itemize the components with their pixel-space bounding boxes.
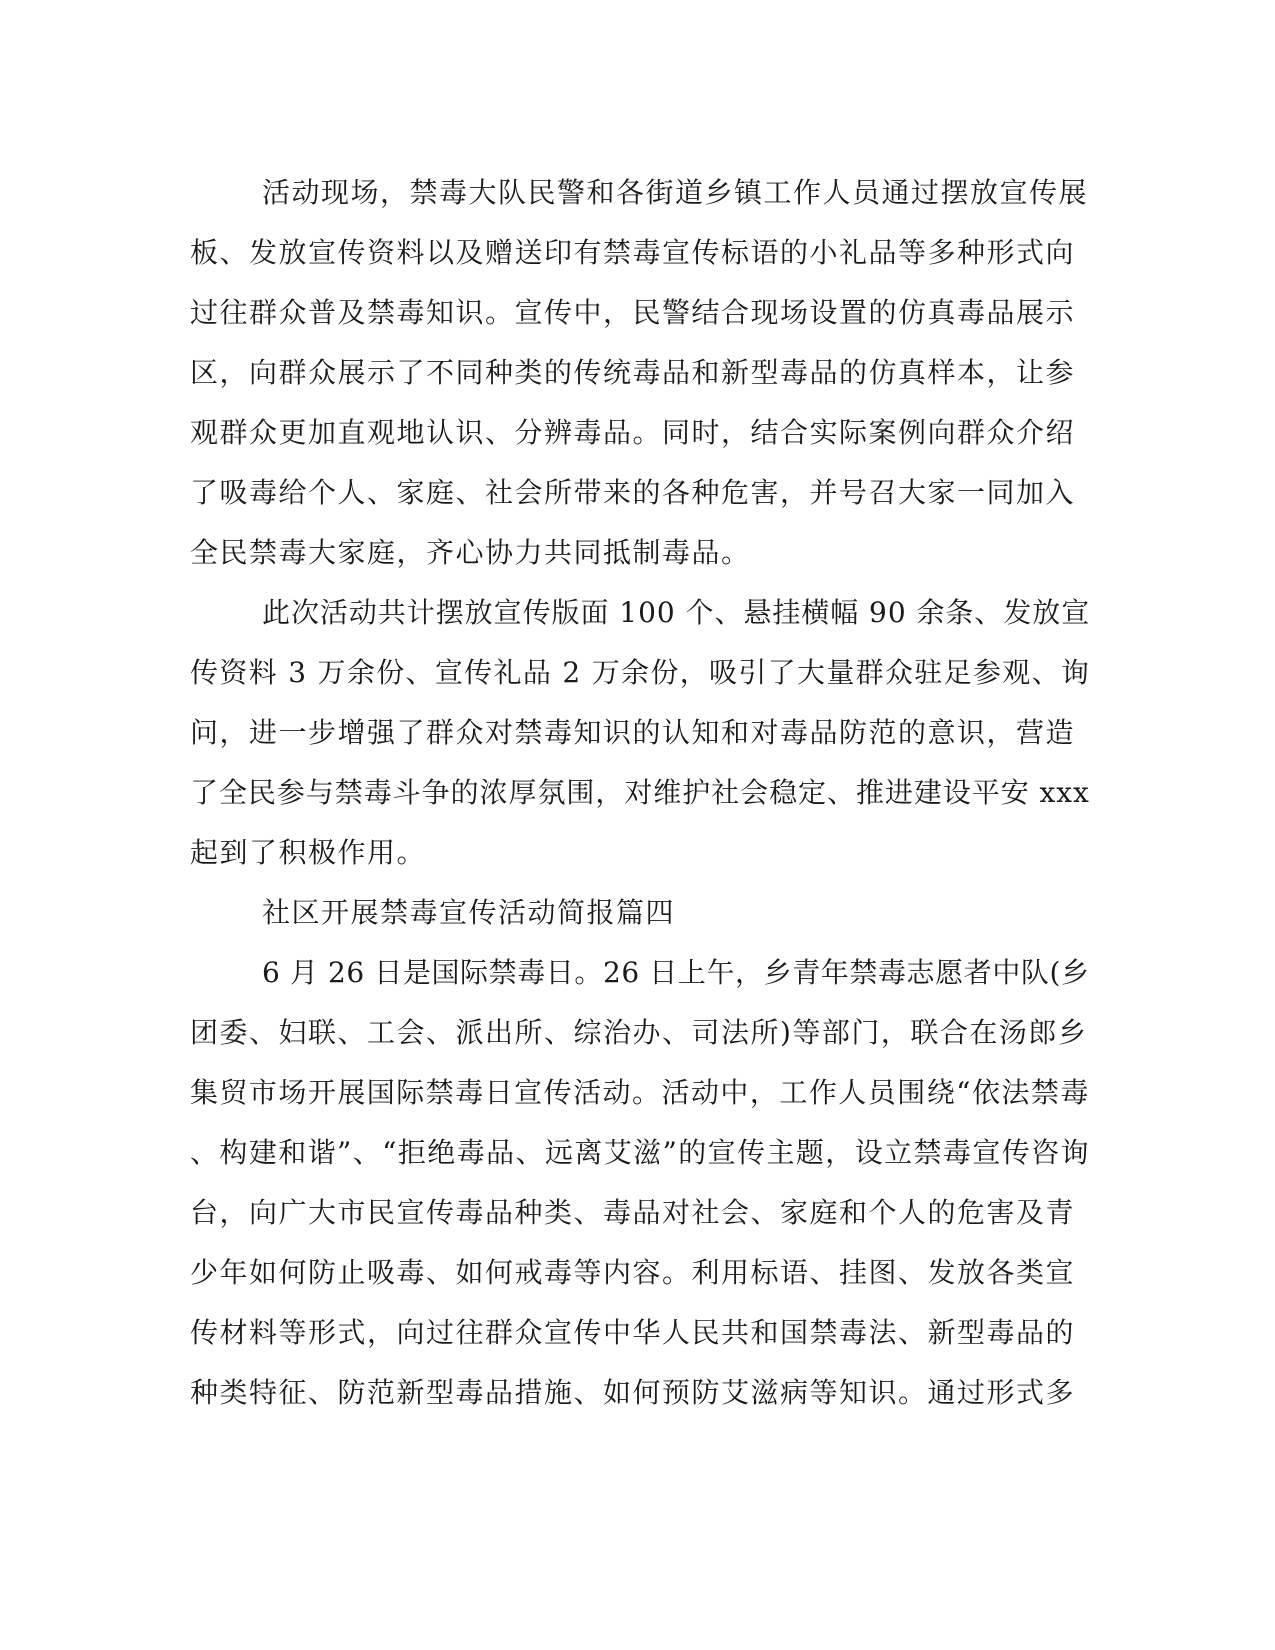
text-line: 少年如何防止吸毒、如何戒毒等内容。利用标语、挂图、发放各类宣 [190,1256,1076,1289]
text-line: 过往群众普及禁毒知识。宣传中，民警结合现场设置的仿真毒品展示 [190,296,1076,329]
text-line: 团委、妇联、工会、派出所、综治办、司法所)等部门，联合在汤郎乡 [190,1016,1088,1049]
text-line: 观群众更加直观地认识、分辨毒品。同时，结合实际案例向群众介绍 [190,416,1076,449]
body-text [190,163,1090,1423]
text-line: 传资料 3 万余份、宣传礼品 2 万余份，吸引了大量群众驻足参观、询 [190,656,1091,689]
text-line: 此次活动共计摆放宣传版面 100 个、悬挂横幅 90 余条、发放宣 [262,596,1091,629]
text-line: 、构建和谐”、“拒绝毒品、远离艾滋”的宣传主题，设立禁毒宣传咨询 [190,1136,1090,1169]
text-line: 问，进一步增强了群众对禁毒知识的认知和对毒品防范的意识，营造 [190,716,1076,749]
section-heading: 社区开展禁毒宣传活动简报篇四 [262,896,676,929]
text-line: 起到了积极作用。 [190,836,427,869]
text-line: 区，向群众展示了不同种类的传统毒品和新型毒品的仿真样本，让参 [190,356,1076,389]
text-line: 了吸毒给个人、家庭、社会所带来的各种危害，并号召大家一同加入 [190,476,1076,509]
text-line: 传材料等形式，向过往群众宣传中华人民共和国禁毒法、新型毒品的 [190,1316,1076,1349]
text-line: 板、发放宣传资料以及赠送印有禁毒宣传标语的小礼品等多种形式向 [190,236,1076,269]
text-line: 6 月 26 日是国际禁毒日。26 日上午，乡青年禁毒志愿者中队(乡 [262,956,1090,989]
text-line: 种类特征、防范新型毒品措施、如何预防艾滋病等知识。通过形式多 [190,1376,1076,1409]
text-line: 全民禁毒大家庭，齐心协力共同抵制毒品。 [190,536,751,569]
text-line: 了全民参与禁毒斗争的浓厚氛围，对维护社会稳定、推进建设平安 xxx [190,776,1090,809]
text-line: 集贸市场开展国际禁毒日宣传活动。活动中，工作人员围绕“依法禁毒 [190,1076,1090,1109]
text-line: 台，向广大市民宣传毒品种类、毒品对社会、家庭和个人的危害及青 [190,1196,1076,1229]
text-line: 活动现场，禁毒大队民警和各街道乡镇工作人员通过摆放宣传展 [262,176,1089,209]
